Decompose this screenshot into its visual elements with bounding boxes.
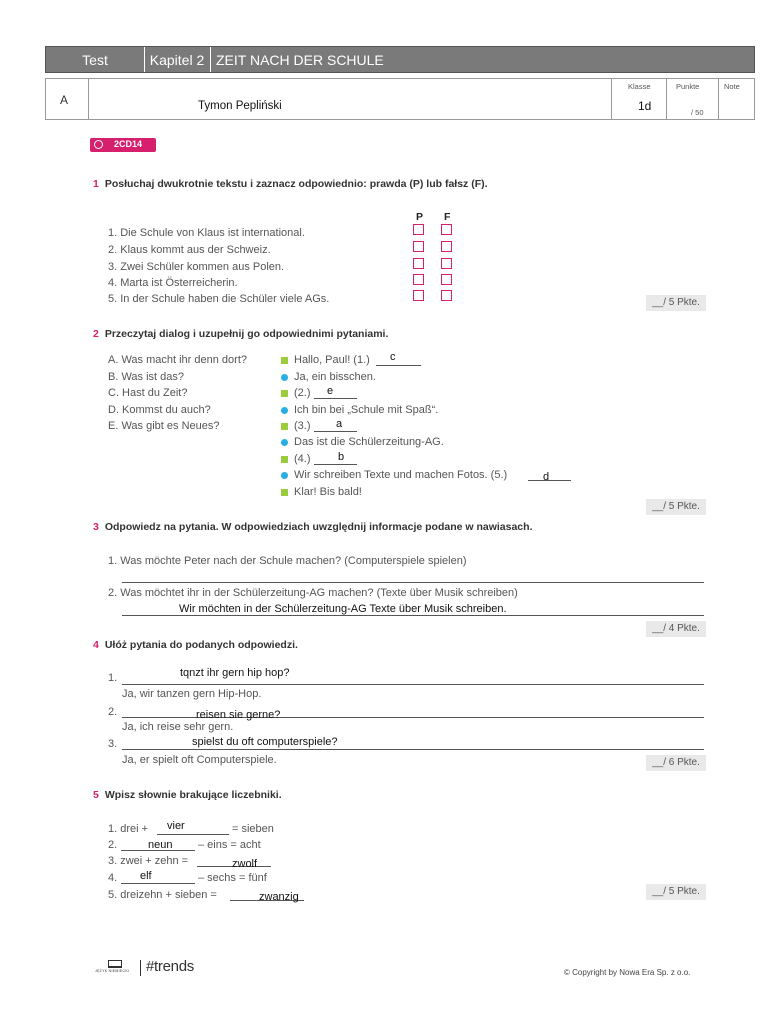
- statement-1: 1. Die Schule von Klaus ist international.: [108, 227, 305, 239]
- task3-answer-2: Wir möchten in der Schülerzeitung-AG Texte über Musik schreiben.: [179, 603, 507, 615]
- bullet-dot: [281, 374, 288, 381]
- task5-line-3-start: 3. zwei + zehn =: [108, 855, 189, 867]
- student-info-row: [45, 78, 755, 120]
- checkbox-p-1[interactable]: [413, 224, 424, 235]
- bullet-dot: [281, 407, 288, 414]
- option-d: D. Kommst du auch?: [108, 404, 211, 416]
- note-label: Note: [724, 82, 740, 91]
- task5-points: __/ 5 Pkte.: [646, 884, 706, 900]
- dialog-line-7: (4.): [294, 453, 311, 465]
- klasse-value: 1d: [638, 99, 652, 113]
- statement-3: 3. Zwei Schüler kommen aus Polen.: [108, 261, 285, 273]
- task5-line-2-end: – eins = acht: [198, 839, 261, 851]
- chapter-title: ZEIT NACH DER SCHULE: [216, 52, 384, 68]
- dialog-line-3: (2.): [294, 387, 311, 399]
- punkte-value: / 50: [691, 108, 704, 117]
- task4-answer-1: tqnzt ihr gern hip hop?: [180, 667, 290, 679]
- task5-answer-5: zwanzig: [259, 891, 299, 903]
- task4-response-3: Ja, er spielt oft Computerspiele.: [122, 754, 277, 766]
- answer-3: a: [336, 418, 343, 430]
- task3-question-2: 2. Was möchtet ihr in der Schülerzeitung-AG machen? (Texte über Musik schreiben): [108, 587, 518, 599]
- bullet-square: [281, 489, 288, 496]
- bullet-square: [281, 423, 288, 430]
- test-label: Test: [46, 47, 145, 72]
- answer-blank-5[interactable]: [528, 468, 571, 481]
- statement-2: 2. Klaus kommt aus der Schweiz.: [108, 244, 271, 256]
- publisher-logo-icon: [108, 960, 122, 968]
- bullet-square: [281, 357, 288, 364]
- chapter-label: Kapitel 2: [144, 47, 211, 72]
- checkbox-p-2[interactable]: [413, 241, 424, 252]
- task5-blank-4[interactable]: [121, 871, 195, 884]
- punkte-label: Punkte: [676, 82, 700, 91]
- test-header-bar: [45, 46, 755, 73]
- task4-response-1: Ja, wir tanzen gern Hip-Hop.: [122, 688, 262, 700]
- answer-blank-4[interactable]: [314, 452, 357, 465]
- answer-2: e: [327, 385, 334, 397]
- f-column-label: F: [444, 211, 451, 223]
- task5-line-1-start: 1. drei +: [108, 823, 149, 835]
- task5-answer-2: neun: [148, 839, 173, 851]
- publisher-label: JĘZYK NIEMIECKI: [95, 969, 130, 973]
- checkbox-f-4[interactable]: [441, 274, 452, 285]
- p-column-label: P: [416, 211, 424, 223]
- student-name: Tymon Pepliński: [198, 100, 282, 112]
- checkbox-f-1[interactable]: [441, 224, 452, 235]
- task5-line-1-end: = sieben: [232, 823, 274, 835]
- dialog-line-2: Ja, ein bisschen.: [294, 371, 376, 383]
- task2-heading: 2 Przeczytaj dialog i uzupełnij go odpowiednimi pytaniami.: [93, 328, 389, 340]
- dialog-line-9: Klar! Bis bald!: [294, 486, 362, 498]
- bullet-square: [281, 456, 288, 463]
- statement-5: 5. In der Schule haben die Schüler viele AGs.: [108, 293, 330, 305]
- task3-answer-line-1[interactable]: [122, 570, 704, 583]
- option-b: B. Was ist das?: [108, 371, 185, 383]
- task5-answer-4: elf: [140, 870, 152, 882]
- answer-blank-1[interactable]: [376, 353, 421, 366]
- answer-1: c: [390, 351, 396, 363]
- task5-answer-1: vier: [167, 820, 185, 832]
- option-e: E. Was gibt es Neues?: [108, 420, 220, 432]
- task4-heading: 4 Ułóż pytania do podanych odpowiedzi.: [93, 639, 298, 651]
- checkbox-p-3[interactable]: [413, 258, 424, 269]
- task4-number-1: 1.: [108, 672, 118, 684]
- task5-heading: 5 Wpisz słownie brakujące liczebniki.: [93, 789, 282, 801]
- cd-icon: [94, 140, 103, 149]
- dialog-line-8: Wir schreiben Texte und machen Fotos. (5.): [294, 469, 508, 481]
- bullet-dot: [281, 472, 288, 479]
- task3-question-1: 1. Was möchte Peter nach der Schule machen? (Computerspiele spielen): [108, 555, 467, 567]
- task4-answer-3: spielst du oft computerspiele?: [192, 736, 338, 748]
- task3-points: __/ 4 Pkte.: [646, 621, 706, 637]
- task5-line-2-start: 2.: [108, 839, 118, 851]
- footer-divider: [140, 960, 141, 976]
- task2-points: __/ 5 Pkte.: [646, 499, 706, 515]
- task4-points: __/ 6 Pkte.: [646, 755, 706, 771]
- task1-points: __/ 5 Pkte.: [646, 295, 706, 311]
- checkbox-p-5[interactable]: [413, 290, 424, 301]
- task4-number-2: 2.: [108, 706, 118, 718]
- answer-5: d: [543, 471, 550, 483]
- statement-4: 4. Marta ist Österreicherin.: [108, 277, 238, 289]
- answer-4: b: [338, 451, 345, 463]
- checkbox-f-3[interactable]: [441, 258, 452, 269]
- task5-line-5-start: 5. dreizehn + sieben =: [108, 889, 217, 901]
- task5-line-4-end: – sechs = fünf: [198, 872, 267, 884]
- task3-heading: 3 Odpowiedz na pytania. W odpowiedziach uwzględnij informacje podane w nawiasach.: [93, 521, 533, 533]
- dialog-line-4: Ich bin bei „Schule mit Spaß“.: [294, 404, 439, 416]
- option-a: A. Was macht ihr denn dort?: [108, 354, 247, 366]
- checkbox-f-5[interactable]: [441, 290, 452, 301]
- task4-answer-2: reisen sie gerne?: [196, 709, 281, 721]
- audio-track: 2CD14: [114, 139, 143, 149]
- dialog-line-5: (3.): [294, 420, 311, 432]
- checkbox-p-4[interactable]: [413, 274, 424, 285]
- bullet-dot: [281, 439, 288, 446]
- copyright: © Copyright by Nowa Era Sp. z o.o.: [564, 968, 691, 977]
- task4-number-3: 3.: [108, 738, 118, 750]
- task4-response-2: Ja, ich reise sehr gern.: [122, 721, 234, 733]
- option-c: C. Hast du Zeit?: [108, 387, 188, 399]
- brand-logo: #trends: [146, 958, 194, 975]
- bullet-square: [281, 390, 288, 397]
- group-label: A: [60, 93, 69, 107]
- klasse-label: Klasse: [628, 82, 651, 91]
- audio-badge: [90, 138, 156, 152]
- dialog-line-6: Das ist die Schülerzeitung-AG.: [294, 436, 444, 448]
- task5-line-4-start: 4.: [108, 872, 118, 884]
- task5-answer-3: zwolf: [232, 858, 258, 870]
- task1-heading: 1 Posłuchaj dwukrotnie tekstu i zaznacz odpowiednio: prawda (P) lub fałsz (F).: [93, 178, 488, 190]
- dialog-line-1: Hallo, Paul! (1.): [294, 354, 370, 366]
- answer-blank-2[interactable]: [314, 386, 357, 399]
- checkbox-f-2[interactable]: [441, 241, 452, 252]
